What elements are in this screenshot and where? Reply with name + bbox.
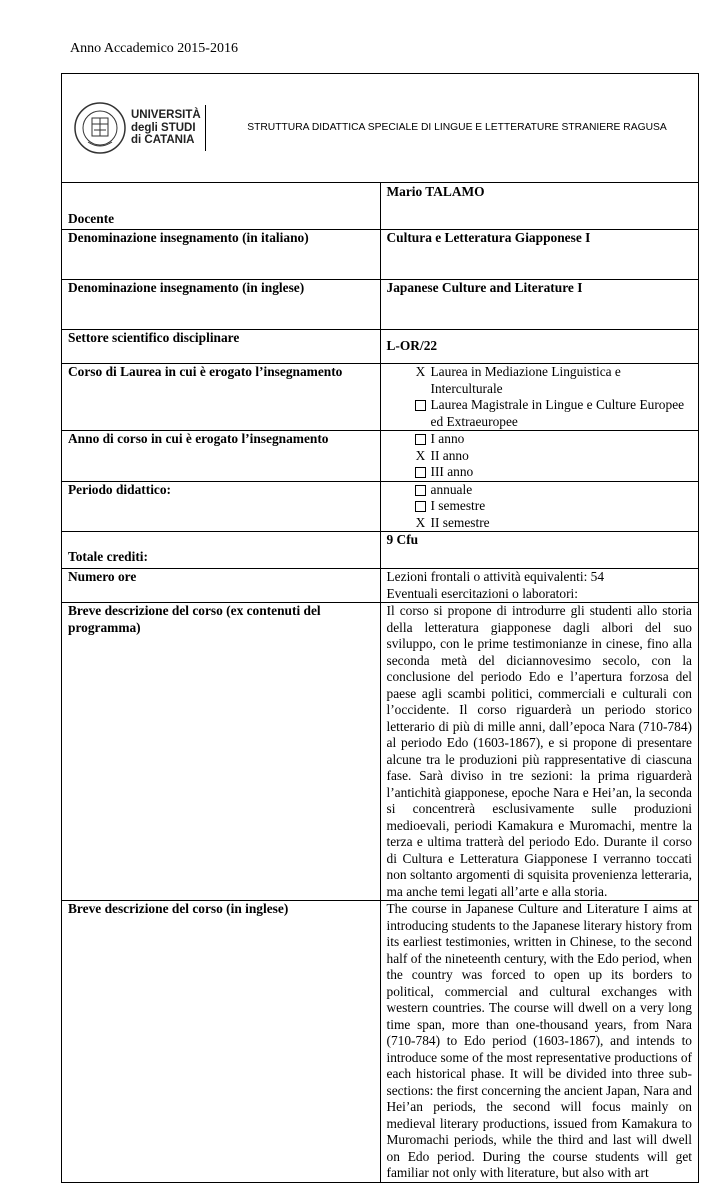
row-settore (62, 330, 699, 364)
row-label: Denominazione insegnamento (in italiano) (62, 230, 381, 280)
row-denominazione-en (62, 280, 699, 330)
option-item (387, 397, 693, 430)
denominazione-it-value: Cultura e Letteratura Giapponese I (380, 230, 699, 280)
university-name (131, 109, 201, 147)
option-item (387, 515, 693, 532)
row-periodo (62, 481, 699, 532)
row-crediti (62, 532, 699, 569)
ore-value (380, 569, 699, 603)
option-item (387, 448, 693, 465)
university-name-line: di CATANIA (131, 134, 195, 147)
option-checkbox-icon (413, 397, 429, 416)
corso-options (380, 364, 699, 431)
anno-options (380, 431, 699, 482)
row-label: Docente (62, 183, 381, 230)
option-text: I anno (430, 431, 465, 446)
row-corso (62, 364, 699, 431)
row-descrizione-it (62, 603, 699, 901)
crediti-value: 9 Cfu (380, 532, 699, 569)
row-ore (62, 569, 699, 603)
ore-line: Lezioni frontali o attività equivalenti: 54 (386, 569, 605, 584)
docente-value: Mario TALAMO (380, 183, 699, 230)
row-label: Denominazione insegnamento (in inglese) (62, 280, 381, 330)
option-check-mark: X (415, 514, 426, 530)
ore-line: Eventuali esercitazioni o laboratori: (386, 585, 578, 601)
row-descrizione-en (62, 901, 699, 1183)
row-label: Numero ore (62, 569, 381, 603)
option-item (387, 498, 693, 515)
option-text: II semestre (430, 514, 490, 530)
descrizione-en-text: The course in Japanese Culture and Literature I aims at introducing students to the Japanese literary history from its earliest testimonies, written in Chinese, to the second half of the nineteenth century, with the Edo period, when the country was forced to open up its borders to political, commercial and cultural exchanges with western countries. The course will dwell on a very long time span, more than one-thousand years, from Nara (710-784) to Edo period (1603-1867), and intends to introduce some of the most representative productions of each historical phase. It will be divided into three sub-sections: the first concerning the ancient Japan, Nara and Hei’an periods, the second will focus mainly on medieval literary productions, issued from Kamakura to Muromachi periods, while the third and last will dwell on Edo period. During the course students will get familiar not only with literature, but also with art (380, 901, 699, 1183)
option-item (387, 431, 693, 448)
option-check-mark: X (415, 364, 426, 379)
row-label: Totale crediti: (62, 532, 381, 569)
logo-divider (205, 105, 206, 151)
university-logo (68, 74, 222, 182)
settore-value: L-OR/22 (380, 330, 699, 364)
logo-cell (62, 74, 699, 183)
row-label: Periodo didattico: (62, 481, 381, 532)
row-docente (62, 183, 699, 230)
option-text: III anno (430, 464, 474, 479)
academic-year: Anno Accademico 2015-2016 (70, 41, 238, 56)
university-name-line: UNIVERSITÀ (131, 109, 201, 122)
option-checkbox-icon (413, 464, 429, 483)
row-label: Breve descrizione del corso (in inglese) (62, 901, 381, 1183)
option-text: annuale (430, 481, 473, 497)
row-anno (62, 431, 699, 482)
row-label: Anno di corso in cui è erogato l’insegnamento (62, 431, 381, 482)
descrizione-it-text: Il corso si propone di introdurre gli studenti allo storia della letteratura giapponese dagli albori del suo sviluppo, con le prime testimonianze in cinese, fino alla seconda metà del diciannovesimo secolo, con la conclusione del periodo Edo e l’apertura forzosa del paese agli scambi politici, commerciali e culturali con l’occidente. Il corso riguarderà un periodo storico letterario di più di mille anni, dall’epoca Nara (710-784) al periodo Edo (1603-1867), e si propone di presentare alcune tra le produzioni più rappresentative di ciascuna fase. Sarà diviso in tre sezioni: la prima riguarderà l’antichità giapponese, epoche Nara e Hei’an, la seconda si concentrerà esclusivamente sulle produzioni medioevali, periodi Kamakura e Muromachi, mentre la terza e ultima tratterà del periodo Edo. Durante il corso di Cultura e Letteratura Giapponese I verranno toccati non soltanto argomenti di squisita provenienza letteraria, ma anche temi legati all’arte e alla storia. (380, 603, 699, 901)
logo-row (62, 74, 699, 183)
course-table (61, 73, 699, 1183)
option-text: Laurea Magistrale in Lingue e Culture Europee ed Extraeuropee (430, 397, 685, 429)
option-check-mark: X (415, 447, 426, 463)
option-text: II anno (430, 447, 469, 463)
option-item (387, 364, 693, 397)
row-label: Breve descrizione del corso (ex contenuti del programma) (62, 603, 381, 901)
periodo-options (380, 481, 699, 532)
option-text: I semestre (430, 498, 486, 513)
option-item (387, 464, 693, 481)
denominazione-en-value: Japanese Culture and Literature I (380, 280, 699, 330)
option-text: Laurea in Mediazione Linguistica e Interculturale (430, 364, 621, 396)
row-denominazione-it (62, 230, 699, 280)
option-item (387, 482, 693, 499)
university-name-line: degli STUDI (131, 121, 196, 134)
department-name: STRUTTURA DIDATTICA SPECIALE DI LINGUE E LETTERATURE STRANIERE RAGUSA (247, 122, 667, 133)
university-seal-icon (74, 102, 126, 154)
row-label: Corso di Laurea in cui è erogato l’insegnamento (62, 364, 381, 431)
row-label: Settore scientifico disciplinare (62, 330, 381, 364)
